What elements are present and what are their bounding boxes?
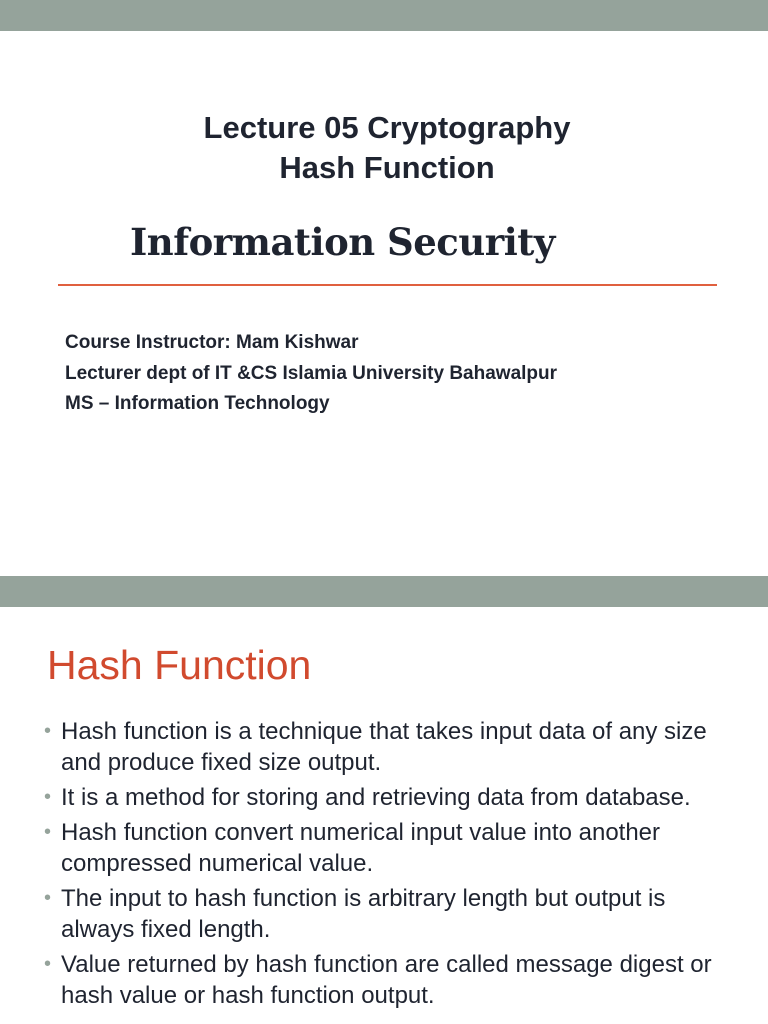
content-slide (0, 576, 768, 1024)
bullet-dot-icon: • (44, 720, 52, 742)
bullet-text: It is a method for storing and retrieving data from database. (61, 784, 691, 811)
divider-line (58, 284, 717, 286)
instructor-position: Lecturer dept of IT &CS Islamia University Bahawalpur (65, 362, 558, 384)
slide-subtitle: Information Security (130, 220, 555, 264)
bullet-dot-icon: • (44, 887, 52, 909)
bullet-text: Hash function is a technique that takes input data of any size and produce fixed size output. (61, 718, 707, 776)
instructor-info (65, 328, 557, 420)
bullet-item (44, 883, 734, 945)
title-line-2: Hash Function (279, 150, 495, 185)
slide-heading: Hash Function (47, 642, 312, 688)
instructor-name: Course Instructor: Mam Kishwar (65, 332, 359, 353)
bullet-dot-icon: • (44, 786, 52, 808)
slide-header-band (0, 576, 768, 607)
bullet-list (44, 716, 734, 1015)
title-line-1: Lecture 05 Cryptography (203, 110, 571, 145)
bullet-item (44, 949, 734, 1011)
instructor-degree: MS – Information Technology (65, 393, 330, 414)
bullet-item (44, 716, 734, 778)
bullet-dot-icon: • (44, 953, 52, 975)
bullet-dot-icon: • (44, 821, 52, 843)
bullet-item (44, 782, 734, 813)
bullet-item (44, 817, 734, 879)
bullet-text: Hash function convert numerical input value into another compressed numerical value. (61, 819, 661, 877)
slide-header-band (0, 0, 768, 31)
slide-title (0, 108, 768, 188)
bullet-text: Value returned by hash function are called message digest or hash value or hash function output. (61, 951, 712, 1009)
bullet-text: The input to hash function is arbitrary length but output is always fixed length. (61, 885, 666, 943)
